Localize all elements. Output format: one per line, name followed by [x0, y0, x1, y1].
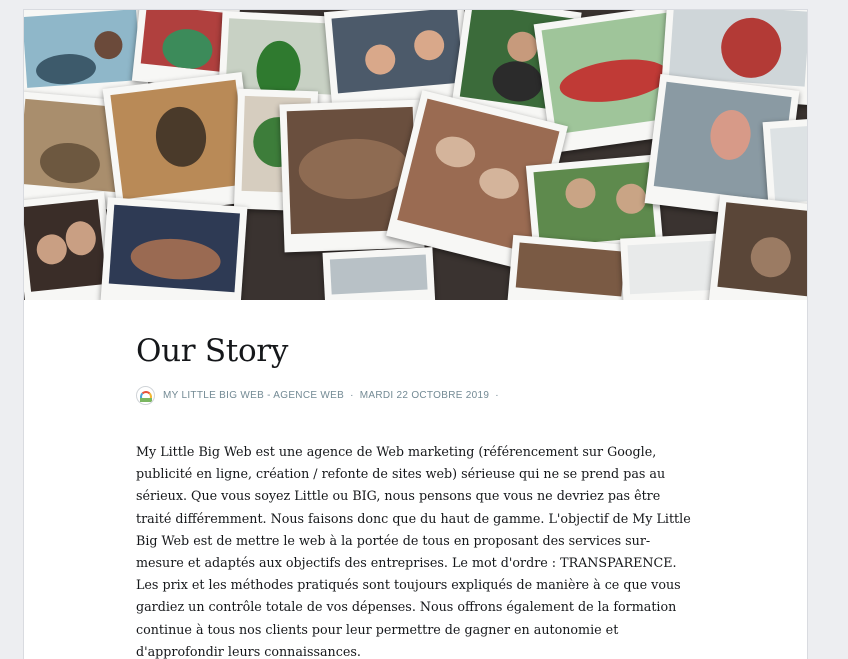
author-avatar[interactable]: [136, 386, 155, 405]
post-body-paragraph: My Little Big Web est une agence de Web marketing (référencement sur Google, publicité en ligne, création / refonte de sites web) sérieuse qui ne se prend pas au sérieux. Que vous soyez Little ou BIG, nous pensons que vous ne devriez pas être traité différemment. Nous faisons donc que du haut de gamme. L'objectif de My Little Big Web est de mettre le web à la portée de tous en proposant des services sur-mesure et adaptés aux objectifs des entreprises. Le mot d'ordre : TRANSPARENCE. Les prix et les méthodes pratiqués sont toujours expliqués de manière à ce que vous gardiez un contrôle totale de vos dépenses. Nous offrons également de la formation continue à tous nos clients pour leur permettre de gagner en autonomie et d'approfondir leurs connaissances.: [136, 444, 691, 659]
hero-photo-collage: [24, 10, 808, 300]
collage-photo: [323, 247, 436, 300]
collage-photo: [620, 233, 724, 300]
post-card: [23, 9, 808, 659]
author-name-link[interactable]: MY LITTLE BIG WEB - AGENCE WEB: [163, 390, 345, 401]
post-byline: [136, 386, 696, 405]
collage-photo: [709, 195, 808, 300]
byline-trailing-separator: ·: [495, 390, 499, 401]
post-title: Our Story: [136, 333, 289, 369]
post-date: MARDI 22 OCTOBRE 2019: [359, 390, 490, 401]
collage-photo: [101, 197, 248, 300]
post-content: [136, 300, 696, 659]
collage-photo: [507, 235, 633, 300]
byline-separator: ·: [350, 390, 354, 401]
